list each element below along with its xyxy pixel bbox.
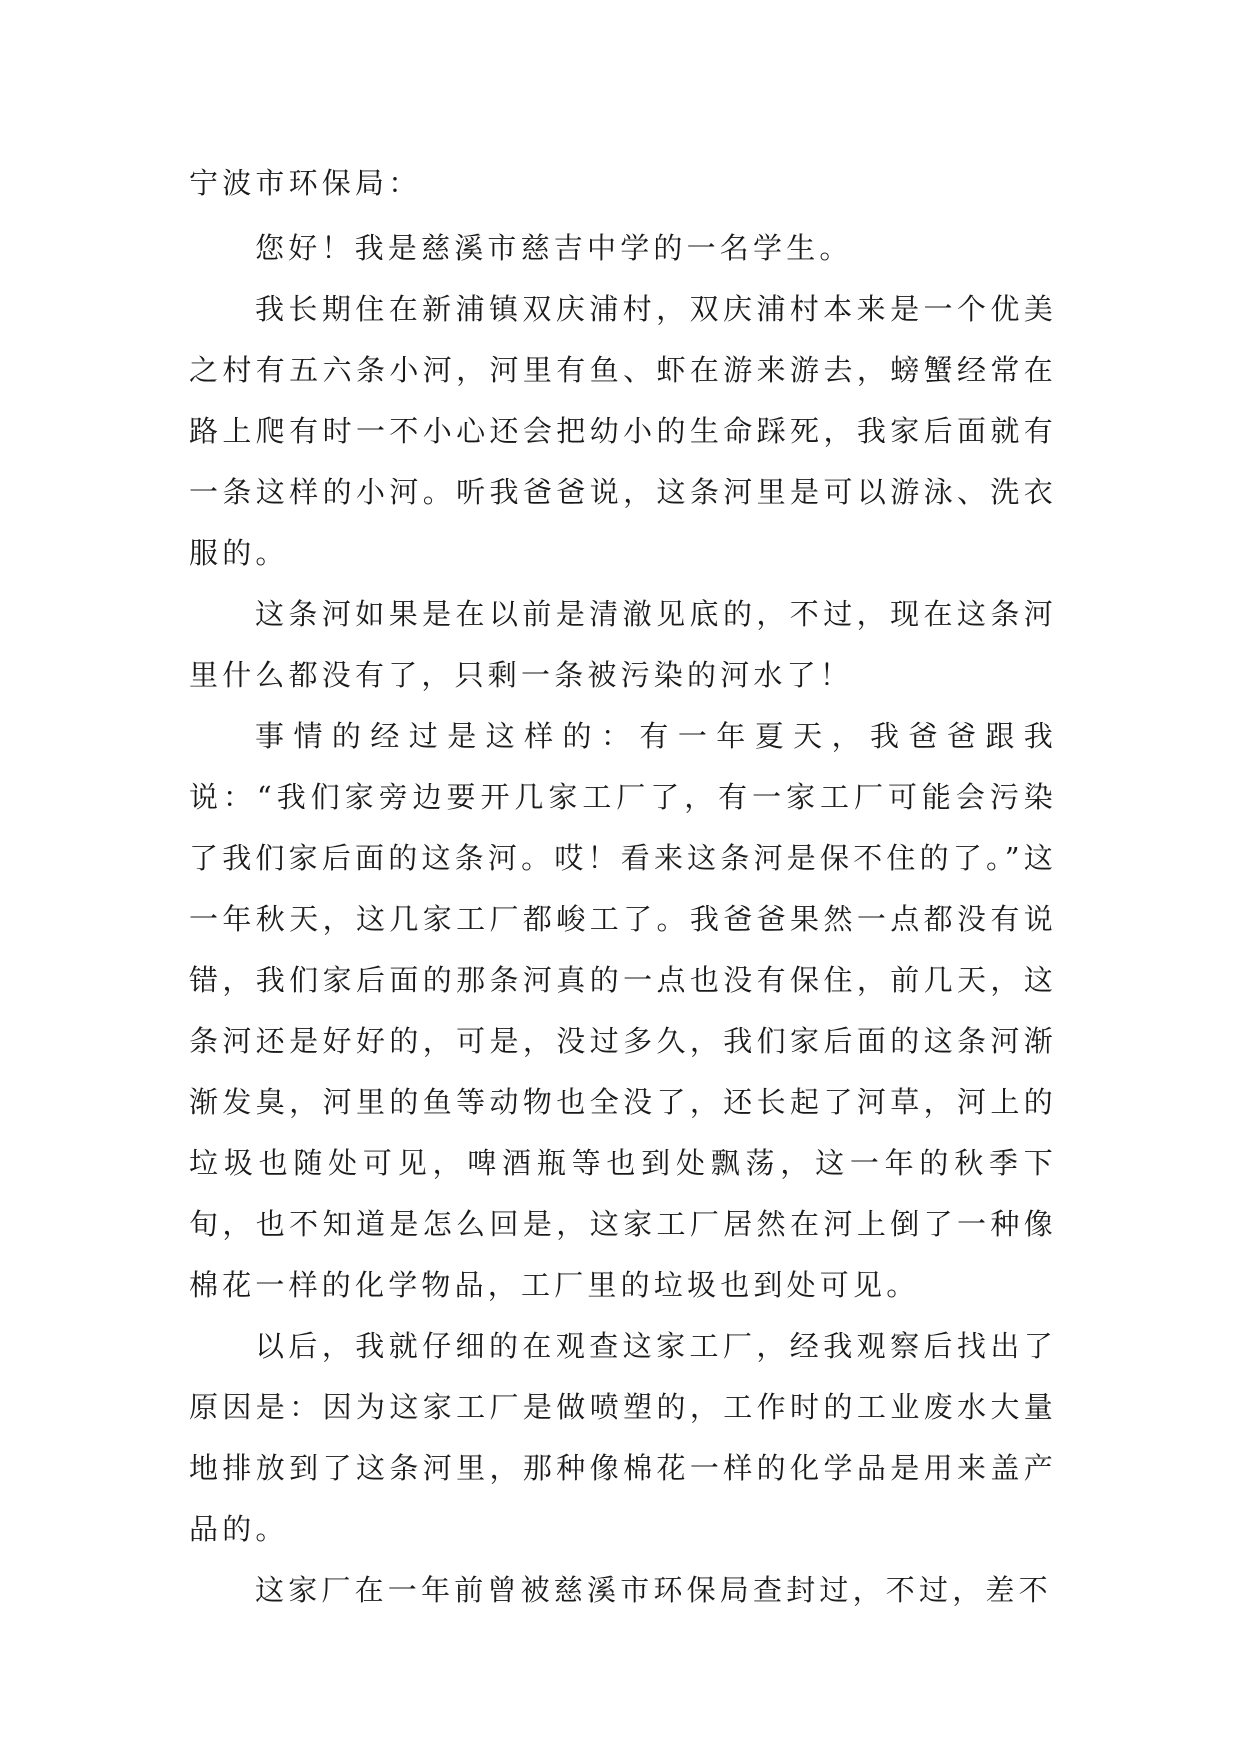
letter-paragraph-cause: 以后，我就仔细的在观查这家工厂，经我观察后找出了原因是：因为这家工厂是做喷塑的，工作时的工业废水大量地排放到了这条河里，那种像棉花一样的化学品是用来盖产品的。 [189,1329,1057,1546]
letter-paragraph-greeting: 您好！我是慈溪市慈吉中学的一名学生。 [255,231,853,265]
letter-salutation: 宁波市环保局： [189,166,422,200]
letter-paragraph-village: 我长期住在新浦镇双庆浦村，双庆浦村本来是一个优美之村有五六条小河，河里有鱼、虾在游来游去，螃蟹经常在路上爬有时一不小心还会把幼小的生命踩死，我家后面就有一条这样的小河。听我爸爸说，这条河里是可以游泳、洗衣服的。 [189,292,1057,570]
letter-paragraph-river-now: 这条河如果是在以前是清澈见底的，不过，现在这条河里什么都没有了，只剩一条被污染的河水了！ [189,597,1057,692]
letter-body [189,163,1057,1621]
letter-paragraph-closure: 这家厂在一年前曾被慈溪市环保局查封过，不过，差不 [255,1573,1052,1607]
letter-paragraph-events: 事情的经过是这样的：有一年夏天，我爸爸跟我说：“我们家旁边要开几家工厂了，有一家工厂可能会污染了我们家后面的这条河。哎！看来这条河是保不住的了。”这一年秋天，这几家工厂都峻工了。我爸爸果然一点都没有说错，我们家后面的那条河真的一点也没有保住，前几天，这条河还是好好的，可是，没过多久，我们家后面的这条河渐渐发臭，河里的鱼等动物也全没了，还长起了河草，河上的垃圾也随处可见，啤酒瓶等也到处飘荡，这一年的秋季下旬，也不知道是怎么回是，这家工厂居然在河上倒了一种像棉花一样的化学物品，工厂里的垃圾也到处可见。 [189,719,1057,1302]
